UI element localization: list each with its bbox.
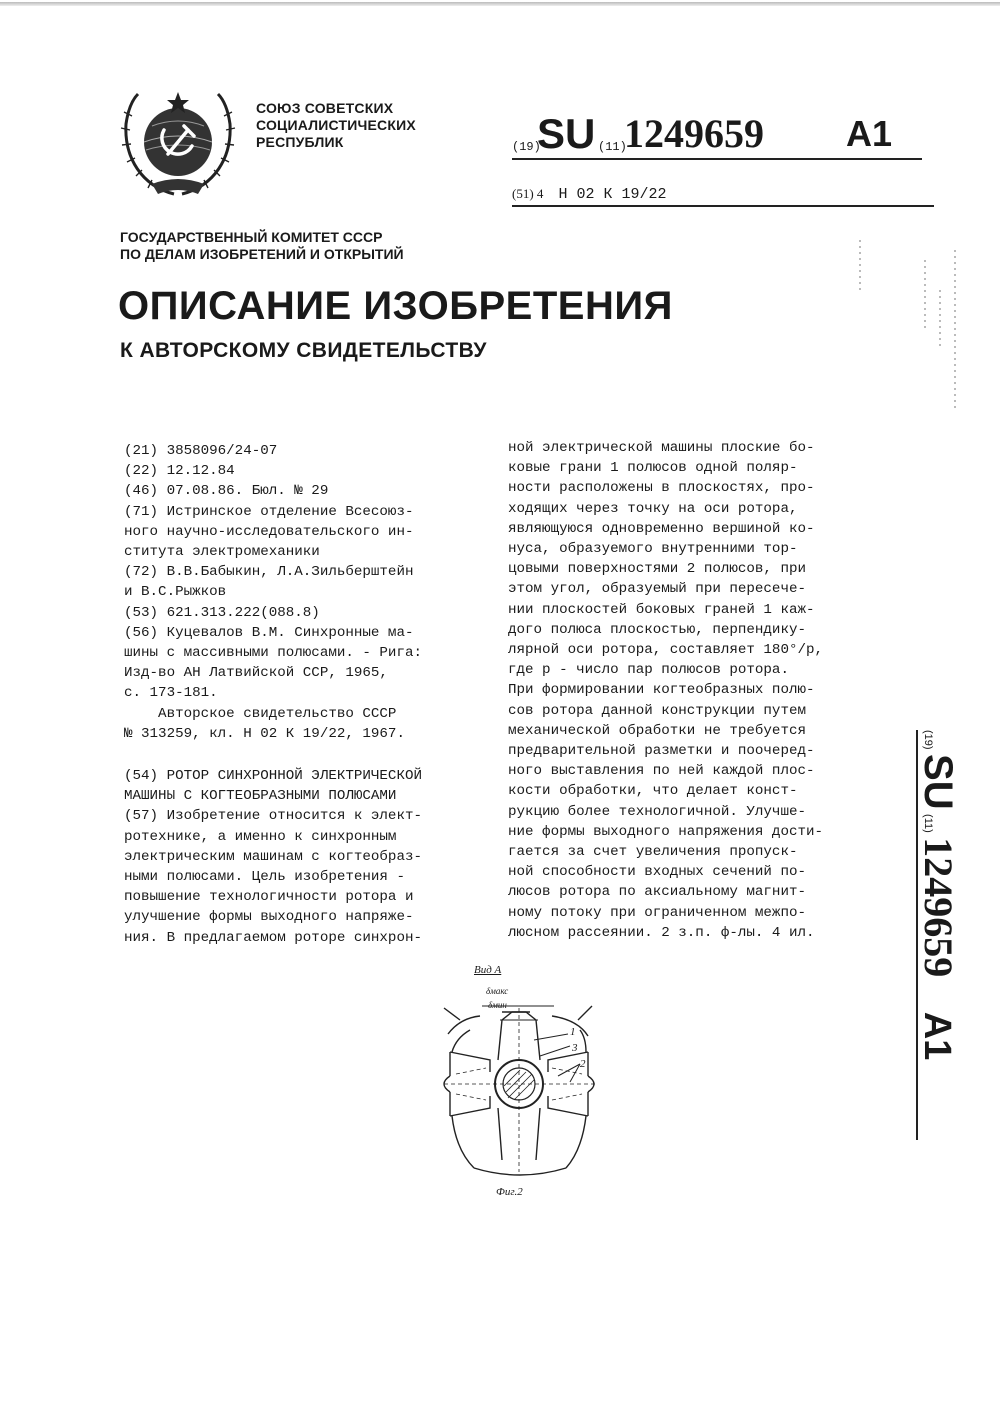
biblio-line: (72) В.В.Бабыкин, Л.А.Зильберштейн — [124, 564, 414, 581]
abstract-line: этом угол, образуемый при пересече- — [508, 581, 806, 598]
side-country: SU — [916, 754, 960, 810]
abstract-line: где р - число пар полюсов ротора. — [508, 662, 789, 679]
org-line: СОЮЗ СОВЕТСКИХ — [256, 100, 394, 116]
ipc-classification — [512, 186, 934, 207]
abstract-line: При формировании когтеобразных полю- — [508, 682, 815, 699]
callout-2: 2 — [580, 1058, 586, 1070]
abstract-line: ротехнике, а именно к синхронным — [124, 828, 397, 845]
abstract-line: ние формы выходного напряжения дости- — [508, 823, 824, 840]
biblio-line: (22) 12.12.84 — [124, 463, 235, 480]
figure-caption: Фиг.2 — [496, 1186, 523, 1198]
side-kind: A1 — [916, 1011, 958, 1061]
ussr-emblem-icon — [112, 86, 244, 204]
committee-line: ПО ДЕЛАМ ИЗОБРЕТЕНИЙ И ОТКРЫТИЙ — [120, 246, 404, 262]
kind-code: A1 — [846, 113, 893, 154]
abstract-line: люсов ротора по аксиальному магнит- — [508, 884, 806, 901]
scan-margin-marks — [820, 230, 980, 470]
invention-title-line: (54) РОТОР СИНХРОННОЙ ЭЛЕКТРИЧЕСКОЙ — [124, 768, 422, 785]
document-title: ОПИСАНИЕ ИЗОБРЕТЕНИЯ — [118, 284, 673, 328]
committee-line: ГОСУДАРСТВЕННЫЙ КОМИТЕТ СССР — [120, 229, 383, 245]
issuing-state — [256, 100, 416, 151]
abstract-line: ния. В предлагаемом роторе синхрон- — [124, 929, 422, 946]
rotor-cross-section-drawing — [430, 964, 610, 1214]
abstract-line: являющуюся одновременно вершиной ко- — [508, 520, 815, 537]
inid-19-tag: (19) — [512, 140, 541, 154]
org-line: РЕСПУБЛИК — [256, 134, 344, 150]
left-column — [124, 441, 484, 948]
abstract-line: нии плоскостей боковых граней 1 каж- — [508, 601, 815, 618]
abstract-line: предварительной разметки и поочеред- — [508, 743, 815, 760]
biblio-line: с. 173-181. — [124, 685, 218, 702]
biblio-line: (56) Куцевалов В.М. Синхронные ма- — [124, 624, 414, 641]
biblio-line: (46) 07.08.86. Бюл. № 29 — [124, 483, 329, 500]
abstract-line: механической обработки не требуется — [508, 722, 806, 739]
abstract-line: ности расположены в плоскостях, про- — [508, 480, 815, 497]
side-number: 1249659 — [916, 837, 961, 978]
figure-view-label: Вид А — [474, 964, 502, 976]
biblio-line: Авторское свидетельство СССР — [124, 705, 397, 722]
abstract-line: нуса, образуемого внутренними тор- — [508, 541, 798, 558]
abstract-line: гается за счет увеличения пропуск- — [508, 844, 798, 861]
state-committee — [120, 229, 404, 263]
abstract-line: электрическим машинам с когтеобраз- — [124, 848, 422, 865]
abstract-line: ному потоку при ограниченном межпо- — [508, 904, 806, 921]
abstract-line: ковые грани 1 полюсов одной поляр- — [508, 460, 798, 477]
patent-number: 1249659 — [624, 111, 764, 156]
abstract-line: цовыми поверхностями 2 полюсов, при — [508, 561, 806, 578]
abstract-line: рукцию более технологичной. Улучше- — [508, 803, 806, 820]
biblio-line: и В.С.Рыжков — [124, 584, 227, 601]
abstract-line: люсном рассеянии. 2 з.п. ф-лы. 4 ил. — [508, 924, 815, 941]
country-code: SU — [537, 110, 596, 157]
biblio-line: (53) 621.313.222(088.8) — [124, 604, 320, 621]
biblio-line: (21) 3858096/24-07 — [124, 443, 278, 459]
biblio-line: № 313259, кл. Н 02 К 19/22, 1967. — [124, 725, 405, 742]
callout-3: 3 — [572, 1042, 578, 1054]
abstract-line: кости обработки, что делает конст- — [508, 783, 798, 800]
abstract-line: повышение технологичности ротора и — [124, 889, 414, 906]
side-tag-11: (11) — [922, 814, 934, 833]
biblio-line: Изд-во АН Латвийской ССР, 1965, — [124, 665, 388, 682]
abstract-line: сов ротора данной конструкции путем — [508, 702, 806, 719]
scan-top-edge — [0, 2, 1000, 6]
biblio-line: ного научно-исследовательского ин- — [124, 523, 414, 540]
ipc-code: Н 02 К 19/22 — [558, 186, 667, 203]
biblio-line: шины с массивными полюсами. - Рига: — [124, 645, 422, 662]
abstract-line: ной способности входных сечений по- — [508, 864, 806, 881]
biblio-line: (71) Истринское отделение Всесоюз- — [124, 503, 414, 520]
side-publication-label — [918, 730, 962, 1140]
biblio-line: ститута электромеханики — [124, 544, 320, 561]
abstract-line: ного выставления по ней каждой плос- — [508, 763, 815, 780]
abstract-line: лярной оси ротора, составляет 180°/р, — [508, 642, 824, 659]
org-line: СОЦИАЛИСТИЧЕСКИХ — [256, 117, 416, 133]
right-column — [508, 438, 878, 943]
abstract-line: улучшение формы выходного напряже- — [124, 909, 414, 926]
abstract-line: ной электрической машины плоские бо- — [508, 440, 815, 456]
dim-max-label: δмакс — [486, 986, 509, 996]
inid-11-tag: (11) — [598, 140, 627, 154]
document-subtitle: К АВТОРСКОМУ СВИДЕТЕЛЬСТВУ — [120, 339, 487, 362]
abstract-line: дого полюса плоскостью, перпендику- — [508, 621, 806, 638]
abstract-line: ными полюсами. Цель изобретения - — [124, 869, 405, 886]
abstract-line: ходящих через точку на оси ротора, — [508, 500, 798, 517]
figure-2 — [430, 964, 610, 1214]
ipc-tag: (51) 4 — [512, 186, 544, 201]
dim-min-label: δмин — [488, 1000, 507, 1010]
side-tag-19: (19) — [922, 730, 934, 750]
abstract-line: (57) Изобретение относится к элект- — [124, 808, 422, 825]
invention-title-line: МАШИНЫ С КОГТЕОБРАЗНЫМИ ПОЛЮСАМИ — [124, 788, 397, 805]
publication-number-row — [512, 112, 922, 160]
callout-1: 1 — [570, 1026, 576, 1038]
